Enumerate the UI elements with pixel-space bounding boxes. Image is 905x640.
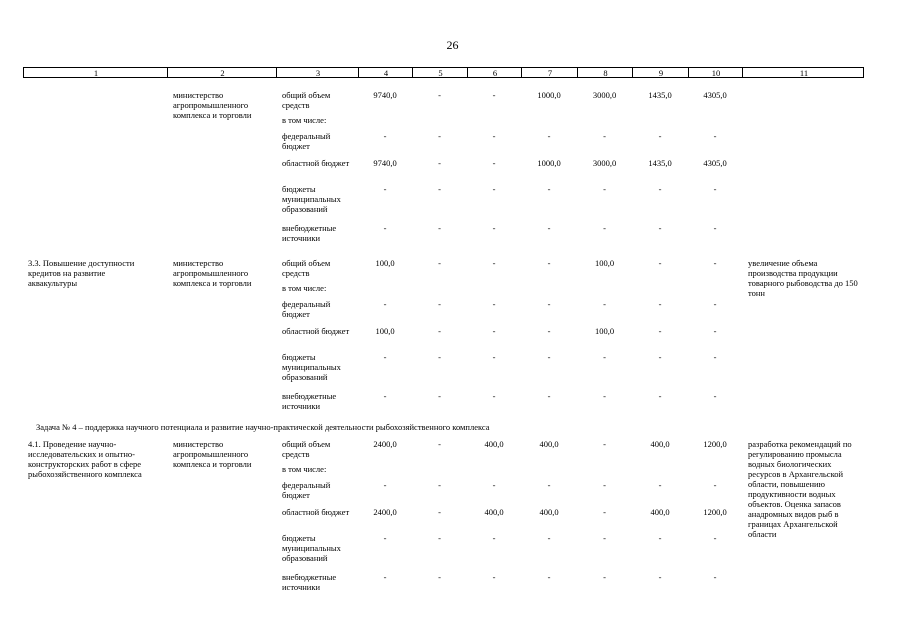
funding-value: 1000,0 bbox=[537, 158, 561, 168]
funding-value: - bbox=[547, 184, 551, 194]
funding-value: - bbox=[438, 184, 441, 194]
funding-value: - bbox=[438, 158, 441, 168]
funding-value: 3000,0 bbox=[592, 158, 617, 168]
column-header-3: 3 bbox=[315, 68, 321, 78]
funding-value: - bbox=[658, 131, 662, 141]
funding-source-label: областной бюджет bbox=[282, 507, 350, 517]
funding-value: 100,0 bbox=[375, 258, 395, 268]
column-header-5: 5 bbox=[438, 68, 443, 78]
funding-value: - bbox=[383, 184, 387, 194]
funding-value: - bbox=[603, 299, 606, 309]
funding-value: - bbox=[492, 352, 496, 362]
funding-value: - bbox=[658, 533, 662, 543]
funding-value: 400,0 bbox=[484, 439, 504, 449]
funding-value: 400,0 bbox=[650, 439, 670, 449]
funding-value: - bbox=[547, 131, 551, 141]
funding-value: - bbox=[547, 326, 551, 336]
funding-value: - bbox=[713, 480, 717, 490]
funding-value: - bbox=[492, 480, 496, 490]
funding-value: - bbox=[438, 299, 441, 309]
funding-value: - bbox=[658, 352, 662, 362]
column-header-8: 8 bbox=[603, 68, 608, 78]
funding-value: - bbox=[438, 352, 441, 362]
funding-value: 100,0 bbox=[594, 258, 615, 268]
funding-source-label: областной бюджет bbox=[282, 158, 350, 168]
funding-value: 4305,0 bbox=[703, 158, 727, 168]
funding-source-label: в том числе: bbox=[282, 464, 327, 474]
funding-value: - bbox=[438, 326, 441, 336]
funding-value: 1200,0 bbox=[703, 507, 727, 517]
funding-value: - bbox=[603, 439, 606, 449]
funding-value: - bbox=[713, 223, 717, 233]
funding-value: - bbox=[603, 480, 606, 490]
funding-value: - bbox=[603, 184, 606, 194]
funding-value: - bbox=[547, 391, 551, 401]
funding-source-label: в том числе: bbox=[282, 283, 327, 293]
funding-source-label: бюджеты муниципальных образований bbox=[282, 184, 341, 214]
executor: министерство агропромышленного комплекса и торговли bbox=[173, 90, 252, 120]
column-header-1: 1 bbox=[93, 68, 99, 78]
funding-source-label: федеральный бюджет bbox=[282, 131, 331, 151]
funding-value: - bbox=[438, 90, 441, 100]
funding-value: - bbox=[547, 258, 551, 268]
column-header-7: 7 bbox=[547, 68, 553, 78]
funding-value: - bbox=[438, 391, 441, 401]
funding-value: - bbox=[383, 131, 387, 141]
funding-value: - bbox=[658, 299, 662, 309]
funding-source-label: областной бюджет bbox=[282, 326, 350, 336]
funding-value: - bbox=[492, 184, 496, 194]
funding-value: 2400,0 bbox=[373, 507, 397, 517]
funding-value: - bbox=[438, 533, 441, 543]
funding-value: - bbox=[547, 352, 551, 362]
funding-value: 1435,0 bbox=[648, 90, 672, 100]
funding-value: - bbox=[438, 572, 441, 582]
funding-value: - bbox=[383, 352, 387, 362]
funding-value: - bbox=[438, 223, 441, 233]
expected-result: разработка рекомендаций по регулированию промысла водных биологических ресурсов в Архангельской области, повышению продуктивности водных объектов. Оценка запасов анадромных видов рыб в границах Архангельской области bbox=[748, 439, 852, 539]
funding-value: - bbox=[713, 352, 717, 362]
funding-source-label: бюджеты муниципальных образований bbox=[282, 533, 341, 563]
funding-value: - bbox=[383, 533, 387, 543]
funding-value: - bbox=[713, 572, 717, 582]
funding-value: - bbox=[658, 326, 662, 336]
funding-value: 3000,0 bbox=[592, 90, 617, 100]
column-header-11: 11 bbox=[799, 68, 809, 78]
funding-value: 1200,0 bbox=[703, 439, 727, 449]
funding-value: 1000,0 bbox=[537, 90, 561, 100]
funding-value: 100,0 bbox=[594, 326, 615, 336]
funding-value: - bbox=[547, 533, 551, 543]
funding-source-label: бюджеты муниципальных образований bbox=[282, 352, 341, 382]
funding-value: - bbox=[492, 391, 496, 401]
funding-value: 9740,0 bbox=[373, 90, 397, 100]
funding-source-label: внебюджетные источники bbox=[282, 223, 337, 243]
funding-value: 100,0 bbox=[375, 326, 395, 336]
funding-value: - bbox=[383, 299, 387, 309]
funding-value: - bbox=[547, 572, 551, 582]
funding-value: - bbox=[658, 572, 662, 582]
funding-value: - bbox=[658, 480, 662, 490]
funding-value: - bbox=[383, 223, 387, 233]
funding-value: - bbox=[438, 258, 441, 268]
funding-value: - bbox=[603, 572, 606, 582]
funding-source-label: в том числе: bbox=[282, 115, 327, 125]
funding-source-label: общий объем средств bbox=[282, 258, 331, 278]
measure-name: 3.3. Повышение доступности кредитов на развитие аквакультуры bbox=[28, 258, 135, 288]
funding-value: 4305,0 bbox=[703, 90, 727, 100]
funding-value: - bbox=[547, 299, 551, 309]
funding-value: - bbox=[492, 258, 496, 268]
funding-value: - bbox=[603, 533, 606, 543]
funding-value: - bbox=[438, 131, 441, 141]
funding-value: - bbox=[547, 223, 551, 233]
expected-result: увеличение объема производства продукции товарного рыбоводства до 150 тонн bbox=[748, 258, 858, 298]
funding-value: 400,0 bbox=[539, 439, 559, 449]
funding-value: 400,0 bbox=[539, 507, 559, 517]
column-header-6: 6 bbox=[492, 68, 498, 78]
funding-value: - bbox=[713, 131, 717, 141]
column-header-10: 10 bbox=[711, 68, 721, 78]
funding-value: - bbox=[492, 533, 496, 543]
funding-value: - bbox=[713, 326, 717, 336]
task-heading: Задача № 4 – поддержка научного потенциала и развитие научно-практической деятельности рыбохозяйственного комплекса bbox=[36, 422, 490, 432]
executor: министерство агропромышленного комплекса и торговли bbox=[173, 258, 252, 288]
funding-value: - bbox=[713, 391, 717, 401]
funding-value: - bbox=[492, 90, 496, 100]
funding-value: - bbox=[492, 223, 496, 233]
funding-value: - bbox=[438, 507, 441, 517]
funding-value: - bbox=[438, 439, 441, 449]
funding-value: - bbox=[713, 258, 717, 268]
funding-value: - bbox=[383, 480, 387, 490]
funding-value: - bbox=[658, 223, 662, 233]
funding-value: 9740,0 bbox=[373, 158, 397, 168]
funding-source-label: внебюджетные источники bbox=[282, 572, 337, 592]
funding-value: - bbox=[383, 391, 387, 401]
funding-value: - bbox=[492, 299, 496, 309]
funding-value: - bbox=[603, 507, 606, 517]
funding-value: - bbox=[603, 131, 606, 141]
funding-source-label: общий объем средств bbox=[282, 90, 331, 110]
funding-value: - bbox=[438, 480, 441, 490]
funding-source-label: федеральный бюджет bbox=[282, 480, 331, 500]
funding-value: - bbox=[383, 572, 387, 582]
page-number: 26 bbox=[446, 38, 459, 52]
funding-value: - bbox=[713, 184, 717, 194]
funding-value: - bbox=[492, 131, 496, 141]
funding-source-label: внебюджетные источники bbox=[282, 391, 337, 411]
funding-value: - bbox=[603, 391, 606, 401]
funding-value: - bbox=[658, 258, 662, 268]
funding-source-label: федеральный бюджет bbox=[282, 299, 331, 319]
funding-value: - bbox=[713, 533, 717, 543]
funding-value: 400,0 bbox=[650, 507, 670, 517]
funding-value: 2400,0 bbox=[373, 439, 397, 449]
funding-source-label: общий объем средств bbox=[282, 439, 331, 459]
funding-value: 400,0 bbox=[484, 507, 504, 517]
column-header-4: 4 bbox=[383, 68, 389, 78]
funding-value: - bbox=[658, 391, 662, 401]
executor: министерство агропромышленного комплекса и торговли bbox=[173, 439, 252, 469]
funding-value: - bbox=[492, 158, 496, 168]
funding-value: - bbox=[603, 223, 606, 233]
funding-value: - bbox=[547, 480, 551, 490]
funding-value: - bbox=[492, 326, 496, 336]
funding-value: - bbox=[492, 572, 496, 582]
measure-name: 4.1. Проведение научно-исследовательских и опытно-конструкторских работ в сфере рыбохозяйственного комплекса bbox=[28, 439, 142, 479]
funding-value: - bbox=[713, 299, 717, 309]
column-header-2: 2 bbox=[220, 68, 225, 78]
funding-value: 1435,0 bbox=[648, 158, 672, 168]
funding-value: - bbox=[603, 352, 606, 362]
column-header-9: 9 bbox=[658, 68, 664, 78]
funding-value: - bbox=[658, 184, 662, 194]
